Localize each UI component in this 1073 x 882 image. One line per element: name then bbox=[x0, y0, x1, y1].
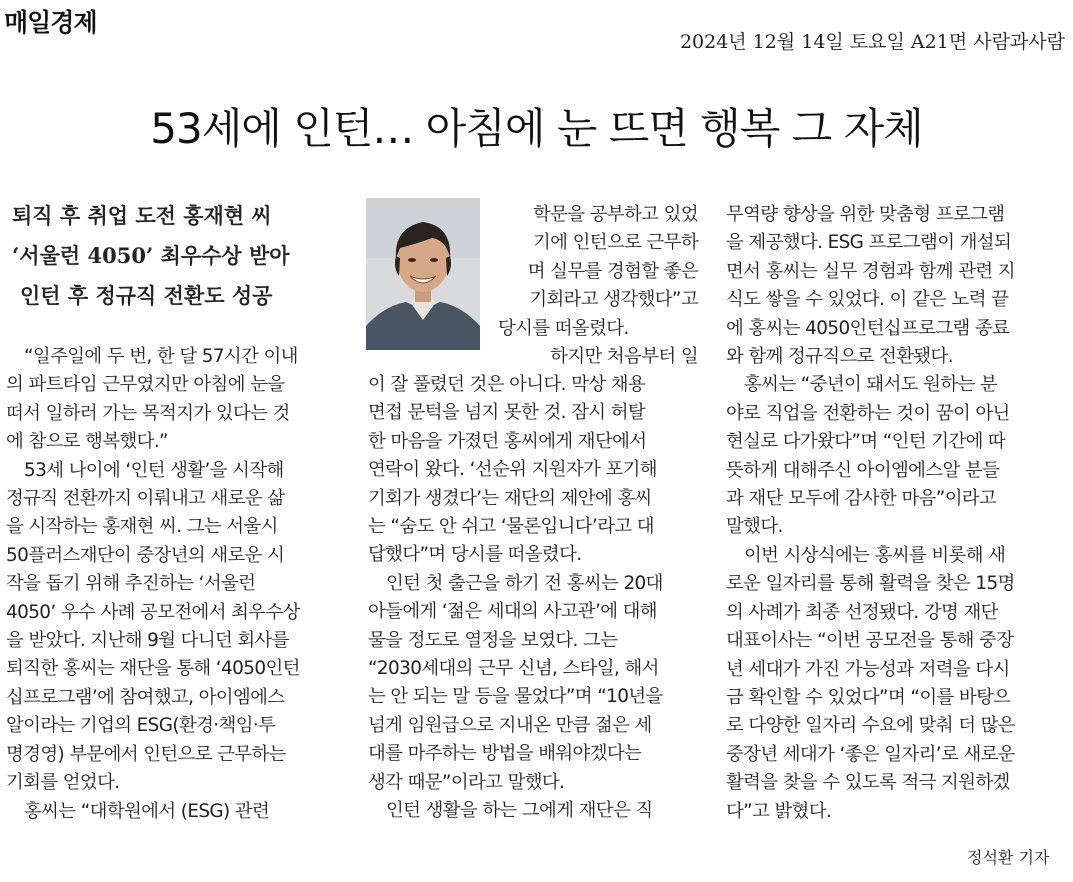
body-line: 의 사례가 최종 선정됐다. 강명 재단 bbox=[726, 601, 998, 623]
body-line: 인턴 생활을 하는 그에게 재단은 직 bbox=[386, 800, 653, 822]
body-line: 로운 일자리를 통해 활력을 찾은 15명 bbox=[726, 573, 1015, 595]
body-line: 기회라고 생각했다”고 bbox=[529, 289, 698, 311]
body-line: 대를 마주하는 방법을 배워야겠다는 bbox=[368, 743, 642, 765]
body-line: 에 홍씨는 4050인턴십프로그램 종료 bbox=[726, 317, 1010, 339]
body-line: 기에 인턴으로 근무하 bbox=[533, 232, 698, 254]
body-line: 로 다양한 일자리 수요에 맞춰 더 많은 bbox=[726, 715, 1015, 737]
article-column-1 bbox=[6, 343, 341, 826]
body-line: 에 참으로 행복했다.” bbox=[6, 431, 168, 453]
masthead-logo: 매일경제 bbox=[4, 8, 97, 37]
body-line: 당시를 떠올렸다. bbox=[498, 317, 629, 339]
portrait-photo bbox=[366, 198, 480, 350]
body-line: 기회를 얻었다. bbox=[6, 772, 120, 794]
body-line: 다”고 밝혔다. bbox=[726, 800, 832, 822]
body-line: 53세 나이에 ‘인턴 생활’을 시작해 bbox=[24, 459, 284, 481]
body-line: 한 마음을 가졌던 홍씨에게 재단에서 bbox=[368, 430, 647, 452]
body-line: 답했다”며 당시를 떠올렸다. bbox=[368, 544, 582, 566]
body-line: 면서 홍씨는 실무 경험과 함께 관련 지 bbox=[726, 260, 1015, 282]
subhead-line: ‘서울런 4050’ 최우수상 받아 bbox=[12, 243, 290, 268]
body-line: 와 함께 정규직으로 전환됐다. bbox=[726, 346, 953, 368]
body-line: 는 “숨도 안 쉬고 ‘물론입니다’라고 대 bbox=[368, 516, 654, 538]
body-line: 홍씨는 “중년이 돼서도 원하는 분 bbox=[744, 374, 998, 396]
body-line: 기회가 생겼다’는 재단의 제안에 홍씨 bbox=[368, 487, 652, 509]
body-line: 는 안 되는 말 등을 물었다”며 “10년을 bbox=[368, 686, 663, 708]
body-line: 뜻하게 대해주신 아이엠에스알 분들 bbox=[726, 459, 1000, 481]
body-line: 이번 시상식에는 홍씨를 비롯해 새 bbox=[744, 544, 1006, 566]
body-line: 4050’ 우수 사례 공모전에서 최우수상 bbox=[6, 601, 300, 623]
subhead-line: 인턴 후 정규직 전환도 성공 bbox=[20, 283, 273, 308]
body-line: 을 제공했다. ESG 프로그램이 개설되 bbox=[726, 232, 1012, 254]
reporter-byline: 정석환 기자 bbox=[967, 848, 1050, 867]
body-line: 을 받았다. 지난해 9월 다니던 회사를 bbox=[6, 630, 289, 652]
body-line: 알이라는 기업의 ESG(환경·책임·투 bbox=[6, 715, 276, 737]
body-line: 을 시작하는 홍재현 씨. 그는 서울시 bbox=[6, 516, 278, 538]
body-line: 야로 직업을 전환하는 것이 꿈이 아닌 bbox=[726, 402, 1010, 424]
body-line: 무역량 향상을 위한 맞춤형 프로그램 bbox=[726, 204, 1005, 225]
body-line: “2030세대의 근무 신념, 스타일, 해서 bbox=[368, 658, 659, 680]
body-line: 면접 문턱을 넘지 못한 것. 잠시 허탈 bbox=[368, 402, 646, 424]
article-column-2-top bbox=[498, 201, 698, 371]
body-line: 넘게 임원급으로 지내온 만큼 젊은 세 bbox=[368, 714, 652, 736]
body-line: 의 파트타임 근무였지만 아침에 눈을 bbox=[6, 374, 285, 396]
body-line: 연락이 왔다. ‘선순위 지원자가 포기해 bbox=[368, 459, 657, 481]
body-line: 명경영) 부문에서 인턴으로 근무하는 bbox=[6, 743, 286, 765]
body-line: 하지만 처음부터 일 bbox=[550, 346, 698, 368]
body-line: 중장년 세대가 ‘좋은 일자리’로 새로운 bbox=[726, 743, 1015, 765]
body-line: 떠서 일하러 가는 목적지가 있다는 것 bbox=[6, 402, 290, 424]
body-line: 년 세대가 가진 가능성과 저력을 다시 bbox=[726, 658, 1010, 680]
body-line: 이 잘 풀렸던 것은 아니다. 막상 채용 bbox=[368, 374, 646, 395]
body-line: 말했다. bbox=[726, 516, 783, 538]
subheadlines bbox=[12, 196, 342, 316]
body-line: 인턴 첫 출근을 하기 전 홍씨는 20대 bbox=[386, 572, 663, 594]
body-line: 활력을 찾을 수 있도록 적극 지원하겠 bbox=[726, 772, 1010, 794]
body-line: 퇴직한 홍씨는 재단을 통해 ‘4050인턴 bbox=[6, 658, 300, 680]
body-line: 과 재단 모두에 감사한 마음”이라고 bbox=[726, 488, 997, 510]
body-line: 며 실무를 경험할 좋은 bbox=[527, 260, 698, 282]
body-line: 아들에게 ‘젊은 세대의 사고관’에 대해 bbox=[368, 601, 657, 623]
body-line: 홍씨는 “대학원에서 (ESG) 관련 bbox=[24, 800, 270, 822]
body-line: 십프로그램’에 참여했고, 아이엠에스 bbox=[6, 686, 285, 708]
dateline: 2024년 12월 14일 토요일 A21면 사람과사람 bbox=[679, 31, 1065, 53]
body-line: 작을 돕기 위해 추진하는 ‘서울런 bbox=[6, 573, 256, 595]
portrait-illustration bbox=[366, 198, 480, 350]
body-line: 물을 정도로 열정을 보였다. 그는 bbox=[368, 629, 618, 651]
body-line: 학문을 공부하고 있었 bbox=[533, 204, 698, 225]
body-line: 금 확인할 수 있었다”며 “이를 바탕으 bbox=[726, 686, 1011, 708]
body-line: 식도 쌓을 수 있었다. 이 같은 노력 끝 bbox=[726, 289, 1009, 311]
body-line: “일주일에 두 번, 한 달 57시간 이내 bbox=[24, 346, 298, 367]
body-line: 현실로 다가왔다”며 “인턴 기간에 따 bbox=[726, 431, 1006, 453]
body-line: 대표이사는 “이번 공모전을 통해 중장 bbox=[726, 630, 1014, 652]
body-line: 정규직 전환까지 이뤄내고 새로운 삶 bbox=[6, 488, 285, 510]
article-column-2 bbox=[368, 371, 698, 826]
article-column-3 bbox=[726, 201, 1061, 826]
subhead-line: 퇴직 후 취업 도전 홍재현 씨 bbox=[12, 203, 272, 228]
headline: 53세에 인턴… 아침에 눈 뜨면 행복 그 자체 bbox=[150, 104, 923, 153]
body-line: 50플러스재단이 중장년의 새로운 시 bbox=[6, 544, 285, 566]
body-line: 생각 때문”이라고 말했다. bbox=[368, 771, 565, 793]
